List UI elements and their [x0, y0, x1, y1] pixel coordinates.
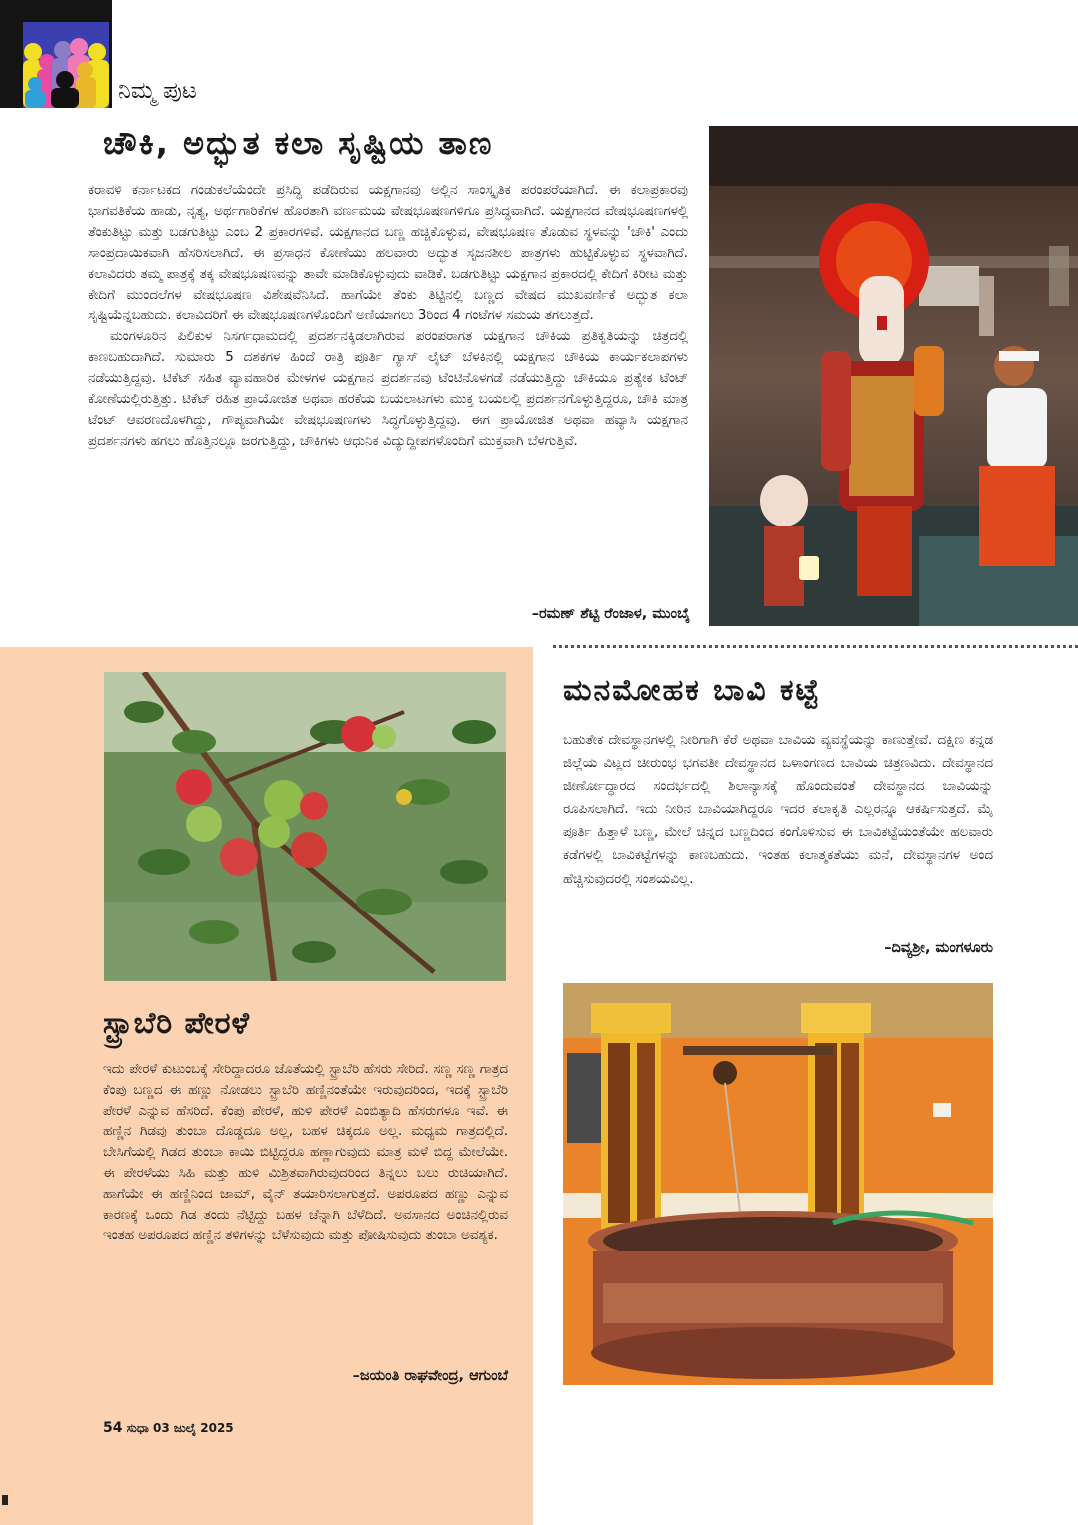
strawberry-guava-photo: [104, 672, 506, 981]
article-body-chowki: [88, 181, 688, 453]
issue-date: 03 ಜುಲೈ 2025: [153, 1421, 234, 1435]
temple-well-photo: [563, 983, 993, 1385]
section-divider: [553, 645, 1078, 648]
article-body-well: ಬಹುತೇಕ ದೇವಸ್ಥಾನಗಳಲ್ಲಿ ನೀರಿಗಾಗಿ ಕೆರೆ ಅಥವಾ ಬಾವಿಯ ವ್ಯವಸ್ಥೆಯನ್ನು ಕಾಣುತ್ತೇವೆ. ದಕ್ಷಿಣ ಕನ್ನಡ ಜಿಲ್ಲೆಯ ವಿಟ್ಲದ ಚೀರುಂಭ ಭಗವತೀ ದೇವಸ್ಥಾನದ ಒಳಾಂಗಣದ ಬಾವಿಯ ಚಿತ್ರಣವಿದು. ದೇವಸ್ಥಾನದ ಜೀರ್ಣೋದ್ಧಾರದ ಸಂದರ್ಭದಲ್ಲಿ ಶಿಲಾನ್ಯಾಸಕ್ಕೆ ಹೊಂದುವಂತೆ ದೇವಸ್ಥಾನದ ಬಾವಿಯನ್ನು ರೂಪಿಸಲಾಗಿದೆ. ಇದು ನೀರಿನ ಬಾವಿಯಾಗಿದ್ದರೂ ಇದರ ಕಲಾಕೃತಿ ಎಲ್ಲರನ್ನೂ ಆಕರ್ಷಿಸುತ್ತದೆ. ಮೈ ಪೂರ್ತಿ ಹಿತ್ತಾಳೆ ಬಣ್ಣ, ಮೇಲೆ ಚಿನ್ನದ ಬಣ್ಣದಿಂದ ಕಂಗೊಳಿಸುವ ಈ ಬಾವಿಕಟ್ಟೆಯಂತೆಯೇ ಹಲವಾರು ಕಡೆಗಳಲ್ಲಿ ಬಾವಿಕಟ್ಟೆಗಳನ್ನು ಕಾಣಬಹುದು. ಇಂತಹ ಕಲಾತ್ಮಕತೆಯು ಮನೆ, ದೇವಸ್ಥಾನಗಳ ಅಂದ ಹೆಚ್ಚಿಸುವುದರಲ್ಲಿ ಸಂಶಯವಿಲ್ಲ.: [563, 733, 993, 887]
section-label: ನಿಮ್ಮ ಪುಟ: [118, 78, 197, 104]
article-paragraph: ಕರಾವಳಿ ಕರ್ನಾಟಕದ ಗಂಡುಕಲೆಯೆಂದೇ ಪ್ರಸಿದ್ಧಿ ಪಡೆದಿರುವ ಯಕ್ಷಗಾನವು ಅಲ್ಲಿನ ಸಾಂಸ್ಕೃತಿಕ ಪರಂಪರೆಯಾಗಿದೆ. ಈ ಕಲಾಪ್ರಕಾರವು ಭಾಗವತಿಕೆಯ ಹಾಡು, ನೃತ್ಯ, ಅರ್ಥಗಾರಿಕೆಗಳ ಹೊರತಾಗಿ ವರ್ಣಮಯ ವೇಷಭೂಷಣಗಳಿಗೂ ಪ್ರಸಿದ್ಧವಾಗಿದೆ. ಯಕ್ಷಗಾನದ ವೇಷಭೂಷಣಗಳಲ್ಲಿ ತೆಂಕುತಿಟ್ಟು ಮತ್ತು ಬಡಗುತಿಟ್ಟು ಎಂಬ 2 ಪ್ರಕಾರಗಳಿವೆ. ಯಕ್ಷಗಾನದ ಬಣ್ಣ ಹಚ್ಚಿಕೊಳ್ಳುವ, ವೇಷಭೂಷಣ ತೊಡುವ ಸ್ಥಳವನ್ನು 'ಚೌಕಿ' ಎಂದು ಸಾಂಪ್ರದಾಯಿಕವಾಗಿ ಹೆಸರಿಸಲಾಗಿದೆ. ಈ ಪ್ರಸಾಧನ ಕೋಣೆಯು ಹಲವಾರು ಅದ್ಭುತ ಸೃಜನಶೀಲ ಪಾತ್ರಗಳು ಹುಟ್ಟಿಕೊಳ್ಳುವ ಸ್ಥಳವಾಗಿದೆ. ಕಲಾವಿದರು ತಮ್ಮ ಪಾತ್ರಕ್ಕೆ ತಕ್ಕ ವೇಷಭೂಷಣವನ್ನು ತಾವೇ ಮಾಡಿಕೊಳ್ಳುವುದು ವಾಡಿಕೆ. ಬಡಗುತಿಟ್ಟು ಯಕ್ಷಗಾನ ಪ್ರಕಾರದಲ್ಲಿ ಕೇದಿಗೆ ಕಿರೀಟ ಮತ್ತು ಕೇದಿಗೆ ಮುಂದಲೆಗಳ ವೇಷಭೂಷಣ ವಿಶೇಷವೆನಿಸಿದೆ. ಹಾಗೆಯೇ ತೆಂಕು ತಿಟ್ಟಿನಲ್ಲಿ ಬಣ್ಣದ ವೇಷದ ಮುಖವರ್ಣಿಕೆ ಅದ್ಭುತ ಕಲಾ ಸೃಷ್ಟಿಯೆನ್ನಬಹುದು. ಕಲಾವಿದರಿಗೆ ಈ ವೇಷಭೂಷಣಗಳೊಂದಿಗೆ ಅಣಿಯಾಗಲು 3ರಿಂದ 4 ಗಂಟೆಗಳ ಸಮಯ ತಗಲುತ್ತದೆ.: [88, 183, 688, 324]
edge-mark: [2, 1495, 8, 1505]
page-number: 54: [103, 1420, 123, 1436]
article-author-well: –ದಿವ್ಯಶ್ರೀ, ಮಂಗಳೂರು: [884, 940, 993, 956]
article-author-strawberry-guava: –ಜಯಂತಿ ರಾಘವೇಂದ್ರ, ಆಗುಂಬೆ: [352, 1368, 508, 1384]
crowd-silhouette-graphic: [23, 22, 109, 108]
page-footer: [103, 1420, 234, 1436]
article-body-strawberry-guava: ಇದು ಪೇರಳೆ ಕುಟುಂಬಕ್ಕೆ ಸೇರಿದ್ದಾದರೂ ಜೊತೆಯಲ್ಲಿ ಸ್ಟ್ರಾಬೆರಿ ಹೆಸರು ಸೇರಿದೆ. ಸಣ್ಣ ಸಣ್ಣ ಗಾತ್ರದ ಕೆಂಪು ಬಣ್ಣದ ಈ ಹಣ್ಣು ನೋಡಲು ಸ್ಟ್ರಾಬೆರಿ ಹಣ್ಣಿನಂತೆಯೇ ಇರುವುದರಿಂದ, ಇದಕ್ಕೆ ಸ್ಟ್ರಾಬೆರಿ ಪೇರಳೆ ಎನ್ನುವ ಹೆಸರಿದೆ. ಕೆಂಪು ಪೇರಳೆ, ಹುಳಿ ಪೇರಳೆ ಎಂಬಿತ್ಯಾದಿ ಹೆಸರುಗಳೂ ಇವೆ. ಈ ಹಣ್ಣಿನ ಗಿಡವು ತುಂಬಾ ದೊಡ್ಡದೂ ಅಲ್ಲ, ಬಹಳ ಚಿಕ್ಕದೂ ಅಲ್ಲ. ಮಧ್ಯಮ ಗಾತ್ರದಲ್ಲಿದೆ. ಬೇಸಿಗೆಯಲ್ಲಿ ಗಿಡದ ತುಂಬಾ ಕಾಯಿ ಬಿಟ್ಟಿದ್ದರೂ ಹಣ್ಣಾಗುವುದು ಮಾತ್ರ ಮಳೆ ಬಿದ್ದ ಮೇಲೆಯೇ. ಈ ಪೇರಳೆಯು ಸಿಹಿ ಮತ್ತು ಹುಳಿ ಮಿಶ್ರಿತವಾಗಿರುವುದರಿಂದ ತಿನ್ನಲು ಬಲು ರುಚಿಯಾಗಿದೆ. ಹಾಗೆಯೇ ಈ ಹಣ್ಣಿನಿಂದ ಜಾಮ್, ವೈನ್ ತಯಾರಿಸಲಾಗುತ್ತದೆ. ಅಪರೂಪದ ಹಣ್ಣು ಎನ್ನುವ ಕಾರಣಕ್ಕೆ ಒಂದು ಗಿಡ ತಂದು ನೆಟ್ಟಿದ್ದು ಬಹಳ ಚೆನ್ನಾಗಿ ಬೆಳೆದಿದೆ. ಅವಸಾನದ ಅಂಚಿನಲ್ಲಿರುವ ಇಂತಹ ಅಪರೂಪದ ಹಣ್ಣಿನ ತಳಿಗಳನ್ನು ಬೆಳೆಸುವುದು ಮತ್ತು ಪೋಷಿಸುವುದು ತುಂಬಾ ಅವಶ್ಯಕ.: [103, 1062, 508, 1244]
magazine-name: ಸುಧಾ: [126, 1421, 149, 1435]
article-title-strawberry-guava: ಸ್ಟ್ರಾಬೆರಿ ಪೇರಳೆ: [103, 1006, 250, 1041]
section-logo: [0, 0, 112, 108]
yakshagana-chowki-photo: [709, 126, 1078, 626]
article-author-chowki: –ರಮಣ್ ಶೆಟ್ಟಿ ರೆಂಜಾಳ, ಮುಂಬೈ: [531, 606, 690, 622]
article-title-chowki: ಚೌಕಿ, ಅದ್ಭುತ ಕಲಾ ಸೃಷ್ಟಿಯ ತಾಣ: [103, 124, 494, 162]
article-title-well: ಮನಮೋಹಕ ಬಾವಿ ಕಟ್ಟೆ: [563, 673, 821, 708]
article-paragraph: ಮಂಗಳೂರಿನ ಪಿಲಿಕುಳ ನಿಸರ್ಗಧಾಮದಲ್ಲಿ ಪ್ರದರ್ಶನಕ್ಕಿಡಲಾಗಿರುವ ಪರಂಪರಾಗತ ಯಕ್ಷಗಾನ ಚೌಕಿಯ ಪ್ರತಿಕೃತಿಯನ್ನು ಚಿತ್ರದಲ್ಲಿ ಕಾಣಬಹುದಾಗಿದೆ. ಸುಮಾರು 5 ದಶಕಗಳ ಹಿಂದೆ ರಾತ್ರಿ ಪೂರ್ತಿ ಗ್ಯಾಸ್ ಲೈಟ್ ಬೆಳಕಿನಲ್ಲಿ ಯಕ್ಷಗಾನ ಚೌಕಿಯ ಕಾರ್ಯಕಲಾಪಗಳು ನಡೆಯುತ್ತಿದ್ದವು. ಟಿಕೆಟ್ ಸಹಿತ ವ್ಯಾವಹಾರಿಕ ಮೇಳಗಳ ಯಕ್ಷಗಾನ ಪ್ರದರ್ಶನವು ಟೆಂಟಿನೊಳಗಡೆ ನಡೆಯುತ್ತಿದ್ದು ಚೌಕಿಯೂ ಪ್ರತ್ಯೇಕ ಟೆಂಟ್ ಕೋಣೆಯಲ್ಲಿರುತ್ತಿತ್ತು. ಟಿಕೆಟ್ ರಹಿತ ಪ್ರಾಯೋಜಿತ ಅಥವಾ ಹರಕೆಯ ಬಯಲಾಟಗಳು ಮುಕ್ತ ಬಯಲಲ್ಲಿ ಪ್ರದರ್ಶನಗೊಳ್ಳುತ್ತಿದ್ದರೂ, ಚೌಕಿ ಮಾತ್ರ ಟೆಂಟ್ ಆವರಣದೊಳಗಿದ್ದು, ಗೌಪ್ಯವಾಗಿಯೇ ವೇಷಭೂಷಣಗಳು ಸಿದ್ಧಗೊಳ್ಳುತ್ತಿದ್ದವು. ಈಗ ಪ್ರಾಯೋಜಿತ ಅಥವಾ ಹವ್ಯಾಸಿ ಯಕ್ಷಗಾನ ಪ್ರದರ್ಶನಗಳು ಹಗಲು ಹೊತ್ತಿನಲ್ಲೂ ಜರಗುತ್ತಿದ್ದು, ಚೌಕಿಗಳು ಆಧುನಿಕ ವಿದ್ಯುದ್ದೀಪಗಳೊಂದಿಗೆ ಮುಕ್ತವಾಗಿ ಬೆಳಗುತ್ತಿವೆ.: [88, 329, 688, 449]
